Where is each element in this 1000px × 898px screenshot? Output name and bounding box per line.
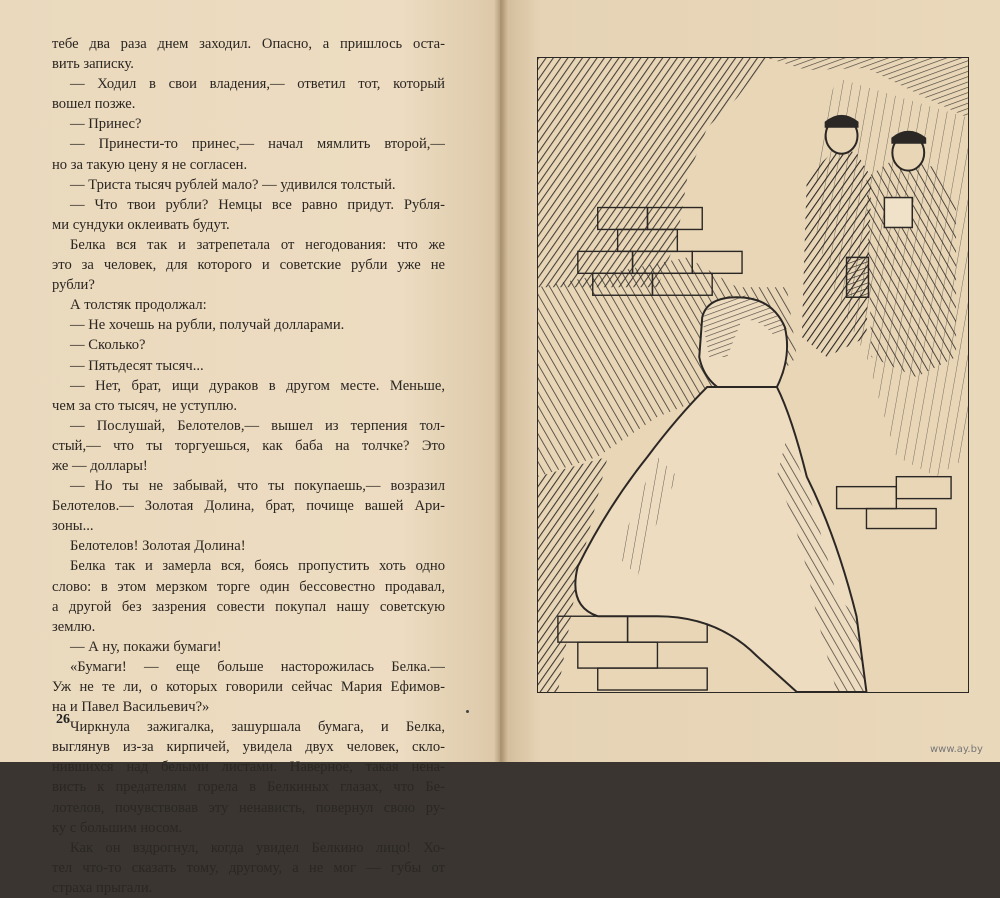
book-illustration [537,57,969,693]
print-speck [466,710,469,713]
text-line: рубли? [52,277,95,294]
text-line: же — доллары! [52,457,148,474]
text-line: Чиркнула зажигалка, зашуршала бумага, и Белка, [70,719,445,736]
text-line: — Принести-то принес,— начал мямлить второй,— [70,136,445,153]
text-line: А толстяк продолжал: [70,297,207,314]
text-line: зоны... [52,518,94,535]
text-line: тел что-то сказать тому, другому, а не мог — губы от [52,859,445,876]
text-line: — Не хочешь на рубли, получай долларами. [70,317,345,334]
illustration-drawing [538,58,968,692]
text-line: висть к предателям горела в Белкиных глазах, что Бе- [52,779,445,796]
text-line: лотелов, почувствовав эту ненависть, повернул свою ру- [52,799,445,816]
text-line: — Принес? [70,116,142,133]
text-line: но за такую цену я не согласен. [52,156,248,173]
text-line: на и Павел Васильевич?» [52,699,210,716]
text-line: — Нет, брат, ищи дураков в другом месте. Меньше, [70,377,445,394]
text-line: ми сундуки оклеивать будут. [52,216,230,233]
watermark: www.ay.by [930,744,983,755]
text-line: — Сколько? [70,337,146,354]
page-number: 26 [56,712,70,727]
text-line: — Пятьдесят тысяч... [70,357,204,374]
text-column [52,34,445,898]
text-line: чем за сто тысяч, не уступлю. [52,397,238,414]
text-line: землю. [52,618,96,635]
text-line: Белотелов.— Золотая Долина, брат, почище вашей Ари- [52,498,445,515]
text-line: стый,— что ты торгуешься, как баба на толчке? Это [52,437,445,454]
text-line: — Триста тысяч рублей мало? — удивился толстый. [70,176,396,193]
text-line: вить записку. [52,56,134,73]
text-line: нившихся над белыми листами. Наверное, такая нена- [52,759,445,776]
left-page [0,0,500,896]
text-line: выглянув из-за кирпичей, увидела двух человек, скло- [52,739,445,756]
text-line: слово: в этом мерзком торге один бессовестно продавал, [52,578,445,595]
text-line: это за человек, для которого и советские рубли уже не [52,257,445,274]
text-line: Белка вся так и затрепетала от негодования: что же [70,236,445,253]
text-line: Белка так и замерла вся, боясь пропустить хоть одно [70,558,445,575]
text-line: Белотелов! Золотая Долина! [70,538,246,555]
text-line: страха прыгали. [52,879,153,896]
text-line: вошел позже. [52,96,136,113]
text-line: Как он вздрогнул, когда увидел Белкино лицо! Хо- [70,839,445,856]
text-line: а другой без зазрения совести покупал нашу советскую [52,598,445,615]
text-line: — Ходил в свои владения,— ответил тот, который [70,76,445,93]
text-line: Уж не те ли, о которых говорили сейчас Мария Ефимов- [52,679,445,695]
text-line: «Бумаги! — еще больше насторожилась Белка.— [70,658,445,675]
text-line: ку с большим носом. [52,819,183,836]
text-line: — А ну, покажи бумаги! [70,638,222,655]
text-line: — Что твои рубли? Немцы все равно придут. Рубля- [70,196,445,213]
text-line: тебе два раза днем заходил. Опасно, а пришлось оста- [52,36,445,52]
book-gutter [494,0,508,762]
text-line: — Но ты не забывай, что ты покупаешь,— возразил [70,478,445,495]
text-line: — Послушай, Белотелов,— вышел из терпения тол- [70,417,445,434]
